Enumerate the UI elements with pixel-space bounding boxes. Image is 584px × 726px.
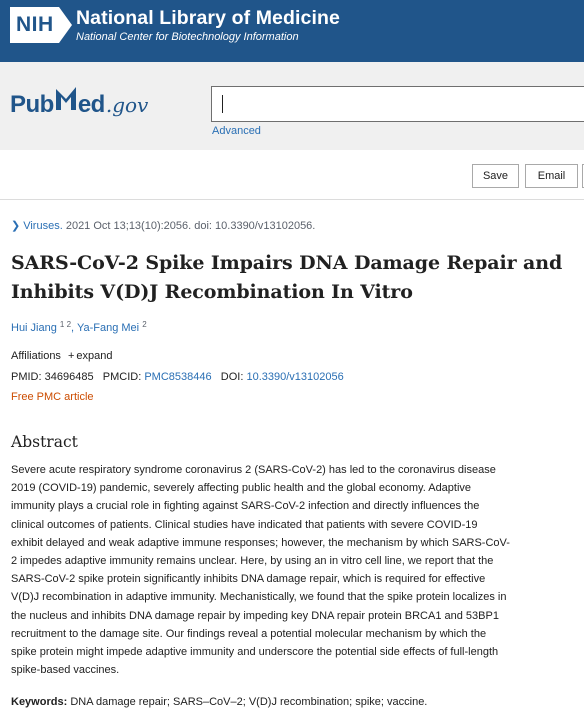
- pubmed-header: [0, 62, 584, 150]
- citation-text: 2021 Oct 13;13(10):2056. doi: 10.3390/v13102056.: [65, 220, 316, 232]
- abstract-line: 2 impedes adaptive immunity remains unclear. Here, by using an in vitro cell line, we report that the: [11, 555, 494, 568]
- expand-label: expand: [76, 350, 113, 362]
- pmcid-link[interactable]: PMC8538446: [144, 371, 212, 383]
- pmid-value: 34696485: [44, 371, 94, 383]
- abstract-text: [11, 461, 579, 679]
- article-title-line: Inhibits V(D)J Recombination In Vitro: [11, 281, 413, 303]
- affiliations-label: Affiliations: [11, 350, 61, 362]
- nlm-title[interactable]: National Library of Medicine: [76, 7, 340, 29]
- nih-banner: [0, 0, 584, 62]
- journal-citation: [11, 219, 315, 232]
- abstract-line: the nucleus and inhibits DNA damage repair by impeding key DNA repair protein BRCA1 and 53BP1: [11, 609, 499, 622]
- abstract-line: recruitment to the damage site. Our findings reveal a potential molecular mechanism by which the: [11, 627, 487, 640]
- text-caret: [222, 95, 223, 113]
- keywords: [11, 696, 427, 708]
- author-affiliation-refs[interactable]: 1 2: [59, 320, 72, 329]
- keywords-label: Keywords:: [11, 696, 68, 708]
- abstract-line: spike-based vaccines.: [11, 664, 120, 677]
- affiliations-toggle[interactable]: [11, 350, 112, 362]
- email-button[interactable]: Email: [525, 164, 578, 188]
- abstract-line: V(D)J recombination in adaptive immunity. Mechanistically, we found that the spike protein localizes in: [11, 591, 507, 604]
- chevron-right-icon: ❯: [11, 220, 21, 232]
- nih-logo-arrow-icon: [59, 7, 72, 43]
- ncbi-subtitle: National Center for Biotechnology Information: [76, 31, 299, 43]
- article-title: [11, 249, 571, 307]
- author-link[interactable]: Hui Jiang: [11, 322, 57, 334]
- journal-link[interactable]: Viruses.: [23, 220, 63, 232]
- article-identifiers: [11, 371, 344, 383]
- save-button[interactable]: Save: [472, 164, 519, 188]
- author-affiliation-refs[interactable]: 2: [142, 320, 147, 329]
- article-title-line: SARS-CoV-2 Spike Impairs DNA Damage Repair and: [11, 252, 563, 274]
- author-list: [11, 320, 147, 334]
- abstract-line: exhibit delayed and weak adaptive immune responses; however, the mechanism by which SARS-CoV-: [11, 536, 510, 549]
- author-separator: ,: [71, 322, 77, 334]
- pubmed-logo[interactable]: [10, 86, 148, 126]
- abstract-line: Severe acute respiratory syndrome coronavirus 2 (SARS-CoV-2) has led to the coronavirus disease: [11, 464, 496, 476]
- free-pmc-badge: Free PMC article: [11, 391, 94, 403]
- doi-link[interactable]: 10.3390/v13102056: [246, 371, 344, 383]
- keywords-value: DNA damage repair; SARS–CoV–2; V(D)J recombination; spike; vaccine.: [70, 696, 428, 708]
- abstract-line: SARS-CoV-2 spike protein significantly inhibits DNA damage repair, which is required for effective: [11, 573, 486, 586]
- plus-icon: +: [67, 350, 75, 362]
- nih-logo-text: NIH: [10, 7, 59, 43]
- abstract-heading: Abstract: [11, 433, 78, 451]
- pubmed-logo-pub: Pub: [10, 91, 54, 118]
- pmid-label: PMID:: [11, 371, 42, 383]
- abstract-line: 2019 (COVID-19) pandemic, severely affecting public health and the global economy. Adaptive: [11, 482, 472, 495]
- article-actions-bar: [0, 150, 584, 200]
- search-input[interactable]: [211, 86, 584, 122]
- pubmed-logo-gov: .gov: [105, 93, 149, 117]
- author-link[interactable]: Ya-Fang Mei: [76, 322, 140, 334]
- pubmed-logo-ed: ed: [77, 91, 105, 118]
- nih-logo[interactable]: [10, 7, 72, 43]
- doi-label: DOI:: [220, 371, 244, 383]
- pubmed-m-icon: [55, 86, 77, 112]
- advanced-search-link[interactable]: Advanced: [212, 125, 261, 137]
- pmcid-label: PMCID:: [102, 371, 142, 383]
- abstract-line: spike protein might impede adaptive immunity and underscore the potential side effects of full-length: [11, 646, 499, 659]
- abstract-line: clinical outcomes of patients. Clinical studies have indicated that patients with severe COVID-19: [11, 518, 478, 531]
- abstract-line: immunity plays a crucial role in fighting against SARS-CoV-2 infection and directly influences the: [11, 500, 480, 513]
